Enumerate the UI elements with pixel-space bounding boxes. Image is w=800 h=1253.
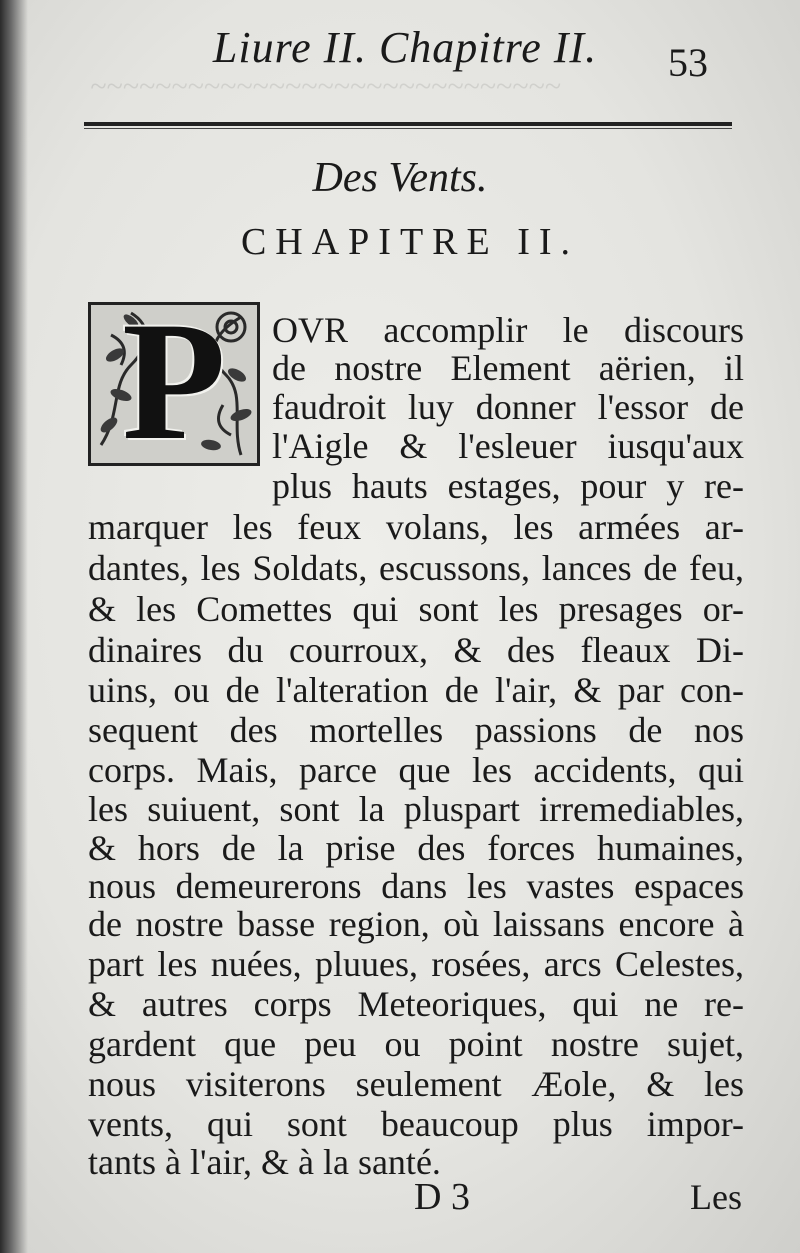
body-line: gardent que peu ou point nostre sujet, (88, 1024, 744, 1064)
body-line: plus hauts estages, pour y re- (272, 466, 744, 506)
body-line: marquer les feux volans, les armées ar- (88, 507, 744, 547)
drop-cap-letter: P (122, 302, 226, 466)
body-line: de nostre Element aërien, il (272, 348, 744, 388)
body-line: sequent des mortelles passions de nos (88, 710, 744, 750)
header-rule-thin (84, 128, 732, 129)
page-edge-shadow (0, 0, 28, 1253)
catchword: Les (690, 1177, 742, 1217)
body-line: nous demeurerons dans les vastes espaces (88, 866, 744, 906)
ornamental-initial (88, 302, 260, 466)
body-line: les suiuent, sont la pluspart irremediables, (88, 789, 744, 829)
body-line: OVR accomplir le discours (272, 310, 744, 350)
body-line: uins, ou de l'alteration de l'air, & par con- (88, 670, 744, 710)
body-line: part les nuées, pluues, rosées, arcs Celestes, (88, 944, 744, 984)
body-line: & hors de la prise des forces humaines, (88, 828, 744, 868)
section-title: Des Vents. (312, 155, 488, 201)
header-rule (84, 122, 732, 126)
show-through-texture: ~~~~~~~~~~~~~~~~~~~~~~~~~~~~~ (90, 70, 561, 103)
page-number: 53 (668, 40, 708, 85)
body-line: & les Comettes qui sont les presages or- (88, 589, 744, 629)
body-line: nous visiterons seulement Æole, & les (88, 1064, 744, 1104)
signature-mark: D 3 (414, 1176, 470, 1218)
body-line: corps. Mais, parce que les accidents, qui (88, 750, 744, 790)
body-line: tants à l'air, & à la santé. (88, 1142, 441, 1182)
body-line: dantes, les Soldats, escussons, lances de feu, (88, 548, 744, 588)
body-line: vents, qui sont beaucoup plus impor- (88, 1104, 744, 1144)
body-line: faudroit luy donner l'essor de (272, 387, 744, 427)
body-line: l'Aigle & l'esleuer iusqu'aux (272, 426, 744, 466)
body-line: dinaires du courroux, & des fleaux Di- (88, 630, 744, 670)
running-head: Liure II. Chapitre II. (212, 23, 598, 72)
chapter-heading: CHAPITRE II. (240, 221, 580, 263)
body-line: de nostre basse region, où laissans encore à (88, 904, 744, 944)
body-line: & autres corps Meteoriques, qui ne re- (88, 984, 744, 1024)
